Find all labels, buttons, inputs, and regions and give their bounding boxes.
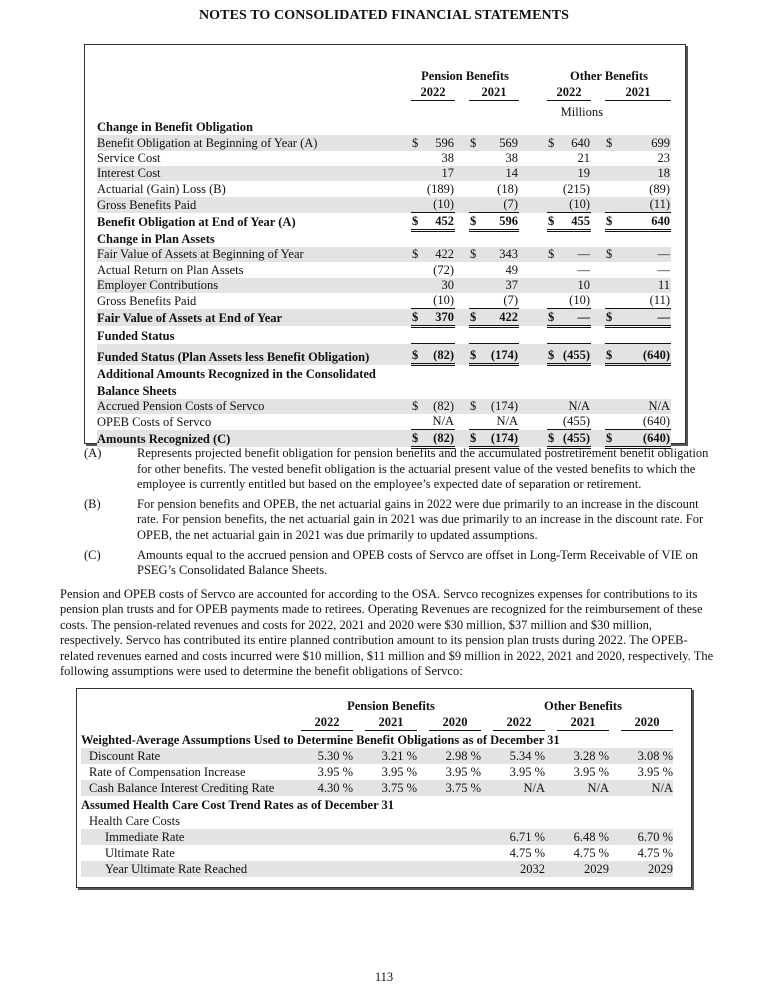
value: (174)	[490, 348, 518, 363]
value-cell: 5.34 %	[493, 748, 545, 764]
value: (10)	[433, 197, 454, 212]
value-cell	[605, 247, 671, 262]
currency-symbol: $	[412, 213, 419, 228]
footnotes	[84, 446, 714, 583]
table-row	[97, 414, 671, 430]
value: (11)	[649, 197, 670, 212]
year-header: 2020	[621, 714, 673, 730]
currency-symbol: $	[470, 309, 477, 324]
benefit-obligation-table	[97, 69, 671, 449]
row-label: Change in Plan Assets	[97, 231, 215, 246]
table-row	[97, 382, 671, 399]
table-row	[97, 430, 671, 447]
value-cell: 4.30 %	[301, 780, 353, 796]
value: 14	[505, 166, 518, 181]
value-cell	[365, 861, 417, 877]
value-cell: N/A	[621, 780, 673, 796]
value-cell	[411, 213, 455, 230]
group-pension-benefits: Pension Benefits	[347, 699, 435, 714]
footnote-key: (A)	[84, 446, 102, 460]
footnote-text: For pension benefits and OPEB, the net actuarial gains in 2022 were due primarily to an increase in the discount rate. For pension benefits, the net actuarial gain in 2021 was due primarily to an increase in the discount rate. For OPEB, the net actuarial gain in 2021 was due primarily to updated assumptions.	[137, 496, 704, 542]
value-cell: 4.75 %	[509, 845, 545, 860]
currency-symbol: $	[470, 213, 477, 228]
currency-symbol: $	[606, 135, 613, 150]
value: —	[657, 262, 670, 277]
value-cell: 3.95 %	[573, 764, 609, 779]
value-cell	[469, 197, 519, 213]
value-cell: 4.75 %	[573, 845, 609, 860]
value: 10	[577, 278, 590, 293]
value: 17	[441, 166, 454, 181]
currency-symbol: $	[548, 247, 555, 262]
currency-symbol: $	[412, 135, 419, 150]
row-label: Rate of Compensation Increase	[89, 764, 246, 779]
page-number: 113	[374, 970, 394, 984]
table-row	[81, 780, 673, 796]
value: 640	[651, 213, 670, 228]
value-cell: 3.28 %	[557, 748, 609, 764]
value-cell	[411, 247, 455, 262]
table-row	[97, 120, 671, 135]
benefit-obligation-table-box	[84, 44, 686, 447]
value: (455)	[562, 348, 590, 363]
table-row	[81, 861, 673, 877]
row-label: Gross Benefits Paid	[97, 293, 197, 308]
value-cell	[547, 293, 591, 309]
currency-symbol: $	[548, 135, 555, 150]
value: 49	[505, 262, 518, 277]
assumptions-table-box	[76, 688, 692, 888]
currency-symbol: $	[470, 399, 477, 414]
group-other-benefits: Other Benefits	[544, 699, 622, 714]
value-cell: 2032	[493, 861, 545, 877]
value: 19	[577, 166, 590, 181]
value-cell	[365, 829, 417, 845]
row-label: Funded Status (Plan Assets less Benefit Obligation)	[97, 344, 411, 365]
value-cell: 3.08 %	[621, 748, 673, 764]
currency-symbol: $	[606, 213, 613, 228]
value: 596	[435, 135, 454, 150]
year-header: 2021	[605, 84, 671, 100]
value-cell	[605, 278, 671, 293]
footnote	[84, 548, 714, 579]
year-header: 2022	[547, 84, 591, 100]
value: 596	[499, 213, 518, 228]
value-cell	[411, 135, 455, 150]
value-cell	[301, 861, 353, 877]
value: 422	[499, 309, 518, 324]
row-label: Service Cost	[97, 150, 161, 165]
value-cell	[411, 344, 455, 365]
value: (11)	[649, 293, 670, 308]
value-cell	[411, 414, 455, 430]
value-cell	[469, 309, 519, 326]
value-cell	[469, 293, 519, 309]
value-cell	[547, 344, 591, 365]
value: 38	[441, 150, 454, 165]
year-header: 2022	[493, 714, 545, 730]
table-row	[81, 764, 673, 780]
currency-symbol: $	[470, 348, 477, 363]
value-cell: 3.95 %	[317, 764, 353, 779]
value-cell	[411, 197, 455, 213]
row-label: Cash Balance Interest Crediting Rate	[81, 780, 301, 796]
value: (640)	[642, 348, 670, 363]
value: (89)	[649, 181, 670, 196]
value: 23	[657, 150, 670, 165]
value-cell	[301, 845, 353, 861]
value: 422	[435, 247, 454, 262]
value-cell	[547, 135, 591, 150]
value-cell: 6.48 %	[557, 829, 609, 845]
value-cell	[605, 213, 671, 230]
value: N/A	[648, 399, 670, 414]
row-label: Health Care Costs	[89, 813, 180, 828]
value-cell	[547, 166, 591, 181]
value: 699	[651, 135, 670, 150]
value-cell	[469, 213, 519, 230]
row-label: Funded Status	[97, 328, 175, 343]
value-cell: 6.70 %	[621, 829, 673, 845]
table-row	[97, 151, 671, 166]
value: 569	[499, 135, 518, 150]
value-cell	[547, 262, 591, 277]
value: —	[577, 247, 590, 262]
group-other-benefits: Other Benefits	[570, 69, 648, 84]
row-label: Actuarial (Gain) Loss (B)	[97, 181, 226, 196]
value-cell	[411, 181, 455, 196]
footnote	[84, 497, 714, 544]
value-cell	[469, 344, 519, 365]
row-label: Ultimate Rate	[105, 845, 175, 860]
row-label: Gross Benefits Paid	[97, 197, 411, 213]
year-header-row	[81, 714, 673, 730]
row-label: Change in Benefit Obligation	[97, 120, 253, 135]
value: (455)	[562, 430, 590, 445]
table-row	[81, 845, 673, 861]
currency-symbol: $	[548, 430, 555, 445]
value-cell	[411, 262, 455, 277]
table-row	[97, 247, 671, 262]
value: (82)	[433, 348, 454, 363]
table-row	[97, 293, 671, 309]
group-header-row	[81, 699, 673, 714]
currency-symbol: $	[412, 399, 419, 414]
value: —	[577, 262, 590, 277]
value: (7)	[503, 293, 518, 308]
footnote-key: (C)	[84, 547, 101, 562]
currency-symbol: $	[606, 309, 613, 324]
value-cell	[547, 197, 591, 213]
value: 343	[499, 247, 518, 262]
value-cell	[301, 829, 353, 845]
currency-symbol: $	[606, 348, 613, 363]
value: 37	[505, 278, 518, 293]
value-cell	[469, 135, 519, 150]
value: 370	[435, 309, 454, 324]
value-cell	[411, 293, 455, 309]
table-row	[97, 365, 671, 382]
body-paragraph: Pension and OPEB costs of Servco are accounted for according to the OSA. Servco recognizes expenses for contributions to its pension plan trusts and for OPEB payments made to retirees. Operating Revenues are recognized for the reimbursement of these costs. The pension-related revenues and costs for 2022, 2021 and 2020 were $30 million, $37 million and $30 million, respectively. Servco has contributed its entire planned contribution amount to its pension plan trusts during 2022. The OPEB-related revenues earned and costs incurred were $10 million, $11 million and $9 million in 2022, 2021 and 2020, respectively. The following assumptions were used to determine the benefit obligations of Servco:	[60, 587, 714, 679]
value-cell	[605, 166, 671, 181]
value: (10)	[433, 293, 454, 308]
value-cell	[429, 829, 481, 845]
value: —	[657, 247, 670, 262]
table-row	[97, 399, 671, 414]
value: 11	[657, 278, 670, 293]
table-row	[81, 796, 673, 813]
value: (455)	[562, 414, 590, 429]
value: (215)	[562, 181, 590, 196]
value: 640	[571, 135, 590, 150]
value: —	[657, 309, 670, 324]
table-row	[97, 181, 671, 196]
footnote-text: Represents projected benefit obligation for pension benefits and the accumulated postretirement benefit obligation for other benefits. The vested benefit obligation is the actuarial present value of the vested benefits to which the employee is currently entitled but based on the employee’s expected date of separation or retirement.	[137, 446, 709, 492]
value-cell: 3.95 %	[445, 764, 481, 779]
currency-symbol: $	[606, 247, 613, 262]
table-row	[81, 829, 673, 845]
year-header: 2021	[469, 84, 519, 100]
row-label: OPEB Costs of Servco	[97, 414, 212, 429]
row-label: Benefit Obligation at Beginning of Year (A)	[97, 135, 411, 150]
value: (18)	[497, 181, 518, 196]
row-label: Immediate Rate	[81, 829, 301, 845]
table-row	[97, 197, 671, 213]
row-label: Additional Amounts Recognized in the Consolidated	[97, 366, 376, 381]
value-cell	[605, 262, 671, 277]
value: (72)	[433, 262, 454, 277]
value: (82)	[433, 430, 454, 445]
value: 30	[441, 278, 454, 293]
page-title: NOTES TO CONSOLIDATED FINANCIAL STATEMENTS	[198, 8, 570, 23]
value: 21	[577, 150, 590, 165]
value-cell	[469, 278, 519, 293]
year-header: 2021	[365, 714, 417, 730]
value: (174)	[490, 399, 518, 414]
row-label: Accrued Pension Costs of Servco	[97, 399, 411, 414]
value-cell	[605, 344, 671, 365]
footnote-text: Amounts equal to the accrued pension and OPEB costs of Servco are offset in Long-Term Receivable of VIE on PSEG’s Consolidated Balance Sheets.	[137, 547, 699, 578]
value: N/A	[432, 414, 454, 429]
table-row	[97, 135, 671, 150]
value: 38	[505, 150, 518, 165]
table-row	[97, 344, 671, 365]
unit-row	[97, 100, 671, 120]
value-cell: N/A	[493, 780, 545, 796]
value-cell	[469, 430, 519, 447]
value-cell: 3.95 %	[381, 764, 417, 779]
value-cell	[469, 399, 519, 414]
row-label: Benefit Obligation at End of Year (A)	[97, 215, 296, 230]
table-row	[81, 748, 673, 764]
row-label: Interest Cost	[97, 166, 411, 181]
row-label: Year Ultimate Rate Reached	[81, 861, 301, 877]
value-cell	[605, 151, 671, 166]
value-cell: 6.71 %	[493, 829, 545, 845]
table-row	[97, 278, 671, 293]
value-cell: 5.30 %	[301, 748, 353, 764]
value-cell	[411, 430, 455, 447]
footnote-key: (B)	[84, 496, 101, 511]
assumptions-table	[81, 699, 673, 877]
value-cell	[605, 430, 671, 447]
currency-symbol: $	[412, 348, 419, 363]
row-label: Fair Value of Assets at End of Year	[97, 309, 411, 326]
section-heading: Weighted-Average Assumptions Used to Determine Benefit Obligations as of December 31	[81, 732, 560, 747]
value-cell	[429, 861, 481, 877]
value: (7)	[503, 197, 518, 212]
row-label: Amounts Recognized (C)	[97, 430, 411, 447]
group-header-row	[97, 69, 671, 84]
value-cell	[469, 247, 519, 262]
value-cell: 3.75 %	[365, 780, 417, 796]
value: (174)	[490, 430, 518, 445]
table-row	[97, 230, 671, 247]
year-header-row	[97, 84, 671, 100]
row-label: Employer Contributions	[97, 278, 411, 293]
value-cell: 3.95 %	[509, 764, 545, 779]
year-header: 2021	[557, 714, 609, 730]
value: N/A	[496, 414, 518, 429]
value: (189)	[426, 181, 454, 196]
value: (640)	[642, 414, 670, 429]
value: 455	[571, 213, 590, 228]
value-cell	[469, 262, 519, 277]
value-cell	[547, 278, 591, 293]
value-cell	[469, 414, 519, 430]
value-cell	[411, 309, 455, 326]
value: (82)	[433, 399, 454, 414]
value: (10)	[569, 197, 590, 212]
value-cell	[605, 399, 671, 414]
currency-symbol: $	[470, 430, 477, 445]
currency-symbol: $	[548, 213, 555, 228]
currency-symbol: $	[412, 430, 419, 445]
value-cell	[365, 845, 417, 861]
value-cell	[605, 197, 671, 213]
value-cell: 2.98 %	[429, 748, 481, 764]
currency-symbol: $	[548, 348, 555, 363]
value-cell: 3.21 %	[365, 748, 417, 764]
currency-symbol: $	[412, 247, 419, 262]
value: 18	[657, 166, 670, 181]
value: N/A	[568, 399, 590, 414]
value-cell	[547, 399, 591, 414]
value-cell: 2029	[621, 861, 673, 877]
value: 452	[435, 213, 454, 228]
value-cell	[605, 293, 671, 309]
value-cell	[411, 166, 455, 181]
row-label: Discount Rate	[81, 748, 301, 764]
value-cell: N/A	[557, 780, 609, 796]
value-cell	[411, 151, 455, 166]
currency-symbol: $	[470, 135, 477, 150]
table-row	[97, 326, 671, 343]
row-label: Actual Return on Plan Assets	[97, 262, 244, 277]
row-label: Balance Sheets	[97, 383, 177, 398]
value-cell	[605, 181, 671, 196]
table-row	[81, 813, 673, 829]
value: (10)	[569, 293, 590, 308]
value-cell	[411, 399, 455, 414]
value-cell: 4.75 %	[637, 845, 673, 860]
footnote	[84, 446, 714, 493]
value-cell	[429, 845, 481, 861]
currency-symbol: $	[606, 430, 613, 445]
section-heading: Assumed Health Care Cost Trend Rates as of December 31	[81, 797, 395, 812]
value: (640)	[642, 430, 670, 445]
table-row	[81, 730, 673, 748]
year-header: 2022	[411, 84, 455, 100]
table-row	[97, 262, 671, 277]
value-cell	[411, 278, 455, 293]
value-cell	[605, 309, 671, 326]
year-header: 2020	[429, 714, 481, 730]
currency-symbol: $	[412, 309, 419, 324]
value: —	[577, 309, 590, 324]
value-cell	[469, 181, 519, 196]
value-cell: 2029	[557, 861, 609, 877]
value-cell	[547, 309, 591, 326]
table-row	[97, 309, 671, 326]
table-row	[97, 213, 671, 230]
group-pension-benefits: Pension Benefits	[421, 69, 509, 84]
value-cell: 3.75 %	[429, 780, 481, 796]
value-cell	[547, 213, 591, 230]
year-header: 2022	[301, 714, 353, 730]
value-cell	[547, 430, 591, 447]
value-cell	[547, 151, 591, 166]
value-cell	[605, 414, 671, 430]
value-cell	[469, 166, 519, 181]
unit-label: Millions	[560, 104, 603, 119]
value-cell: 3.95 %	[637, 764, 673, 779]
value-cell	[605, 135, 671, 150]
value-cell	[469, 151, 519, 166]
value-cell	[547, 414, 591, 430]
currency-symbol: $	[548, 309, 555, 324]
table-row	[97, 166, 671, 181]
value-cell	[547, 247, 591, 262]
row-label: Fair Value of Assets at Beginning of Year	[97, 247, 411, 262]
currency-symbol: $	[470, 247, 477, 262]
value-cell	[547, 181, 591, 196]
